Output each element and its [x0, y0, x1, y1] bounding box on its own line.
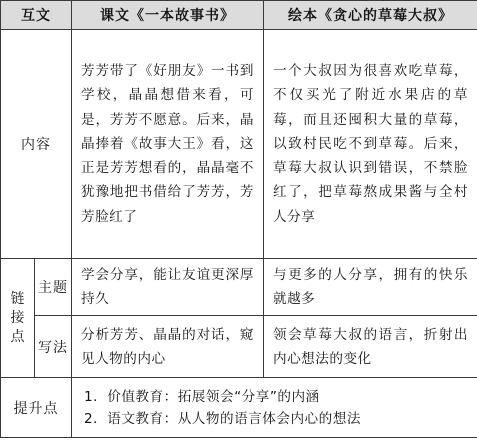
link-point-char: 接 — [10, 309, 25, 326]
improve-row — [1, 378, 477, 438]
link-point-label — [1, 259, 35, 378]
link-point-char: 链 — [10, 290, 25, 307]
writing-picture-book: 领会草莓大叔的语言，折射出内心想法的变化 — [264, 316, 477, 378]
content-text-story: 芳芳带了《好朋友》一书到学校，晶晶想借来看，可是，芳芳不愿意。后来，晶晶捧着《故事大王》看，这正是芳芳想看的，晶晶毫不犹豫地把书借给了芳芳，芳芳脸红了 — [72, 30, 264, 259]
theme-text-story: 学会分享，能让友谊更深厚持久 — [72, 259, 264, 316]
writing-row — [1, 316, 477, 378]
header-intertext: 互文 — [1, 1, 72, 30]
improve-item: 1．价值教育：拓展领会“分享”的内涵 — [84, 388, 320, 405]
writing-label: 写法 — [35, 316, 72, 378]
improve-item: 2．语文教育：从人物的语言体会内心的想法 — [84, 410, 361, 427]
content-label: 内容 — [1, 30, 72, 259]
header-picture-book: 绘本《贪心的草莓大叔》 — [264, 1, 477, 30]
theme-row — [1, 259, 477, 316]
writing-text-story: 分析芳芳、晶晶的对话，窥见人物的内心 — [72, 316, 264, 378]
theme-label: 主题 — [35, 259, 72, 316]
header-text-story: 课文《一本故事书》 — [72, 1, 264, 30]
link-point-char: 点 — [10, 328, 25, 345]
improve-list — [72, 378, 477, 438]
header-row — [1, 1, 477, 30]
theme-picture-book: 与更多的人分享，拥有的快乐就越多 — [264, 259, 477, 316]
content-picture-book: 一个大叔因为很喜欢吃草莓，不仅买光了附近水果店的草莓，而且还囤积大量的草莓，以致村民吃不到草莓。后来，草莓大叔认识到错误，不禁脸红了，把草莓熬成果酱与全村人分享 — [264, 30, 477, 259]
improve-label: 提升点 — [1, 378, 72, 438]
content-row — [1, 30, 477, 259]
